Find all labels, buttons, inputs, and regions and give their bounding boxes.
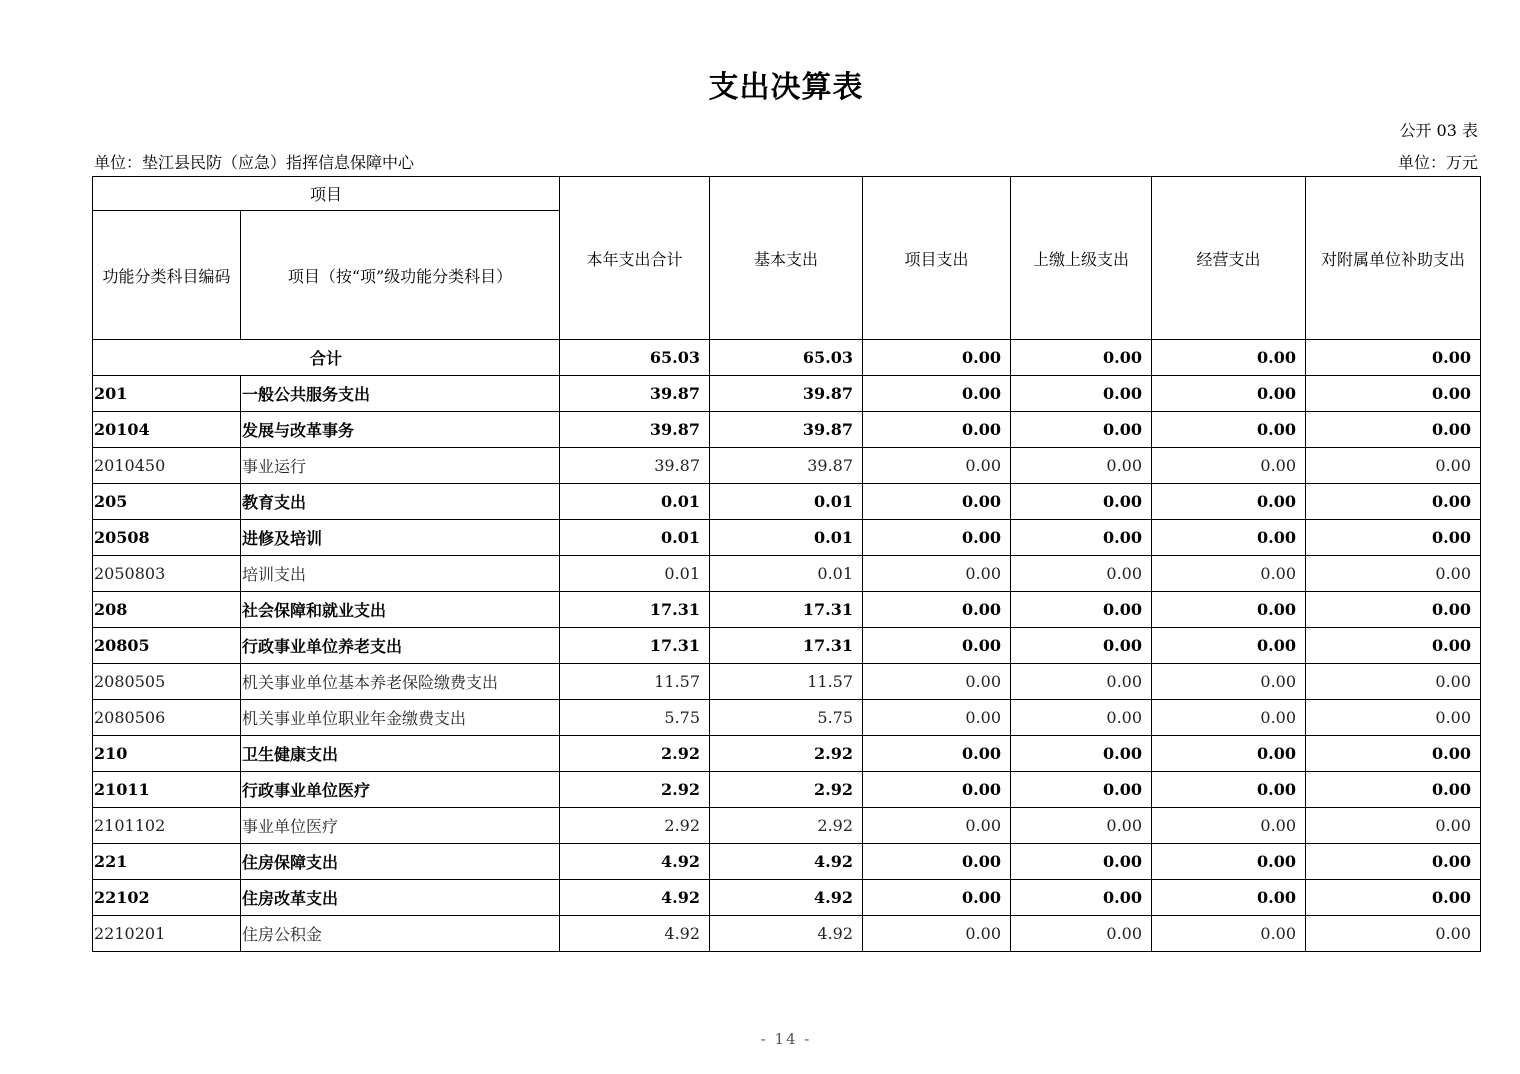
table-row: [93, 808, 1481, 844]
cell-total: 2.92: [560, 736, 710, 772]
cell-code: 20508: [93, 520, 241, 556]
cell-business: 0.00: [1152, 808, 1306, 844]
cell-total: 17.31: [560, 628, 710, 664]
cell-subsidy: 0.00: [1306, 880, 1481, 916]
cell-subsidy: 0.00: [1306, 700, 1481, 736]
cell-upper: 0.00: [1011, 880, 1152, 916]
cell-upper: 0.00: [1011, 736, 1152, 772]
cell-code: 20805: [93, 628, 241, 664]
table-row: [93, 700, 1481, 736]
cell-name: 进修及培训: [241, 520, 560, 556]
table-row: [93, 628, 1481, 664]
currency-unit: 单位：万元: [1397, 153, 1478, 172]
cell-code: 2080506: [93, 700, 241, 736]
header-basic: 基本支出: [710, 177, 863, 340]
cell-subsidy: 0.00: [1306, 520, 1481, 556]
header-subsidy: 对附属单位补助支出: [1306, 177, 1481, 340]
cell-total: 39.87: [560, 376, 710, 412]
cell-business: 0.00: [1152, 916, 1306, 952]
cell-project: 0.00: [863, 340, 1011, 376]
cell-code: 20104: [93, 412, 241, 448]
cell-basic: 2.92: [710, 736, 863, 772]
cell-total: 0.01: [560, 556, 710, 592]
cell-upper: 0.00: [1011, 844, 1152, 880]
page-title: 支出决算表: [708, 70, 864, 105]
cell-name: 一般公共服务支出: [241, 376, 560, 412]
cell-subsidy: 0.00: [1306, 844, 1481, 880]
cell-upper: 0.00: [1011, 916, 1152, 952]
cell-subsidy: 0.00: [1306, 412, 1481, 448]
cell-basic: 17.31: [710, 628, 863, 664]
cell-name: 住房改革支出: [241, 880, 560, 916]
cell-basic: 4.92: [710, 916, 863, 952]
expenditure-table: [92, 176, 1481, 952]
cell-project: 0.00: [863, 592, 1011, 628]
table-row: [93, 484, 1481, 520]
cell-name: 机关事业单位基本养老保险缴费支出: [241, 664, 560, 700]
cell-basic: 39.87: [710, 448, 863, 484]
cell-subsidy: 0.00: [1306, 916, 1481, 952]
cell-code: 2101102: [93, 808, 241, 844]
cell-upper: 0.00: [1011, 700, 1152, 736]
cell-basic: 2.92: [710, 808, 863, 844]
cell-upper: 0.00: [1011, 412, 1152, 448]
cell-code: 2050803: [93, 556, 241, 592]
cell-upper: 0.00: [1011, 376, 1152, 412]
cell-subsidy: 0.00: [1306, 808, 1481, 844]
cell-subsidy: 0.00: [1306, 736, 1481, 772]
header-code: 功能分类科目编码: [93, 211, 241, 340]
cell-basic: 39.87: [710, 376, 863, 412]
cell-subsidy: 0.00: [1306, 772, 1481, 808]
cell-code: 2210201: [93, 916, 241, 952]
cell-business: 0.00: [1152, 844, 1306, 880]
cell-code: 21011: [93, 772, 241, 808]
cell-total: 4.92: [560, 880, 710, 916]
cell-upper: 0.00: [1011, 340, 1152, 376]
cell-subsidy: 0.00: [1306, 664, 1481, 700]
cell-upper: 0.00: [1011, 808, 1152, 844]
cell-business: 0.00: [1152, 556, 1306, 592]
cell-subsidy: 0.00: [1306, 556, 1481, 592]
cell-project: 0.00: [863, 484, 1011, 520]
cell-business: 0.00: [1152, 484, 1306, 520]
cell-code: 201: [93, 376, 241, 412]
cell-business: 0.00: [1152, 628, 1306, 664]
table-row: [93, 520, 1481, 556]
cell-code: 210: [93, 736, 241, 772]
cell-upper: 0.00: [1011, 556, 1152, 592]
cell-business: 0.00: [1152, 664, 1306, 700]
table-row: [93, 664, 1481, 700]
cell-project: 0.00: [863, 520, 1011, 556]
cell-basic: 0.01: [710, 484, 863, 520]
cell-total: 11.57: [560, 664, 710, 700]
cell-basic: 11.57: [710, 664, 863, 700]
cell-project: 0.00: [863, 556, 1011, 592]
cell-name: 行政事业单位医疗: [241, 772, 560, 808]
cell-project: 0.00: [863, 700, 1011, 736]
table-row: [93, 412, 1481, 448]
cell-total: 0.01: [560, 520, 710, 556]
cell-code: 208: [93, 592, 241, 628]
cell-name: 事业运行: [241, 448, 560, 484]
table-header: [93, 177, 1481, 340]
cell-upper: 0.00: [1011, 520, 1152, 556]
cell-name: 教育支出: [241, 484, 560, 520]
cell-subsidy: 0.00: [1306, 340, 1481, 376]
table-row: [93, 736, 1481, 772]
cell-project: 0.00: [863, 880, 1011, 916]
header-project: 项目支出: [863, 177, 1011, 340]
cell-upper: 0.00: [1011, 592, 1152, 628]
cell-project: 0.00: [863, 628, 1011, 664]
table-row: [93, 844, 1481, 880]
table-row: [93, 556, 1481, 592]
cell-subsidy: 0.00: [1306, 448, 1481, 484]
cell-total: 2.92: [560, 808, 710, 844]
cell-project: 0.00: [863, 412, 1011, 448]
cell-name: 社会保障和就业支出: [241, 592, 560, 628]
cell-business: 0.00: [1152, 736, 1306, 772]
cell-business: 0.00: [1152, 772, 1306, 808]
table-row: [93, 592, 1481, 628]
cell-total: 65.03: [560, 340, 710, 376]
cell-code: 2010450: [93, 448, 241, 484]
header-business: 经营支出: [1152, 177, 1306, 340]
total-row: [93, 340, 1481, 376]
cell-name: 卫生健康支出: [241, 736, 560, 772]
cell-project: 0.00: [863, 844, 1011, 880]
cell-project: 0.00: [863, 448, 1011, 484]
cell-total: 0.01: [560, 484, 710, 520]
cell-code: 2080505: [93, 664, 241, 700]
cell-code: 205: [93, 484, 241, 520]
cell-project: 0.00: [863, 772, 1011, 808]
header-name: 项目（按“项”级功能分类科目）: [241, 211, 560, 340]
cell-project: 0.00: [863, 916, 1011, 952]
table-row: [93, 448, 1481, 484]
cell-business: 0.00: [1152, 340, 1306, 376]
cell-subsidy: 0.00: [1306, 592, 1481, 628]
header-total: 本年支出合计: [560, 177, 710, 340]
header-project-group: 项目: [93, 177, 560, 211]
cell-business: 0.00: [1152, 700, 1306, 736]
cell-name: 培训支出: [241, 556, 560, 592]
cell-code: 22102: [93, 880, 241, 916]
cell-code: 221: [93, 844, 241, 880]
cell-project: 0.00: [863, 376, 1011, 412]
cell-total: 39.87: [560, 412, 710, 448]
cell-subsidy: 0.00: [1306, 628, 1481, 664]
cell-business: 0.00: [1152, 412, 1306, 448]
cell-basic: 39.87: [710, 412, 863, 448]
cell-total: 4.92: [560, 844, 710, 880]
cell-basic: 0.01: [710, 556, 863, 592]
cell-upper: 0.00: [1011, 772, 1152, 808]
cell-subsidy: 0.00: [1306, 484, 1481, 520]
table-row: [93, 916, 1481, 952]
page-number: - 14 -: [760, 1030, 812, 1048]
cell-basic: 2.92: [710, 772, 863, 808]
cell-business: 0.00: [1152, 520, 1306, 556]
cell-business: 0.00: [1152, 376, 1306, 412]
form-code: 公开 03 表: [1399, 121, 1478, 140]
cell-project: 0.00: [863, 736, 1011, 772]
cell-upper: 0.00: [1011, 484, 1152, 520]
table-row: [93, 772, 1481, 808]
cell-name: 行政事业单位养老支出: [241, 628, 560, 664]
reporting-unit: 单位：垫江县民防（应急）指挥信息保障中心: [94, 153, 415, 172]
cell-total: 4.92: [560, 916, 710, 952]
cell-project: 0.00: [863, 808, 1011, 844]
cell-basic: 65.03: [710, 340, 863, 376]
table-row: [93, 880, 1481, 916]
cell-total: 5.75: [560, 700, 710, 736]
cell-basic: 17.31: [710, 592, 863, 628]
table-body: [93, 340, 1481, 952]
cell-name: 住房公积金: [241, 916, 560, 952]
cell-name: 住房保障支出: [241, 844, 560, 880]
cell-basic: 4.92: [710, 844, 863, 880]
cell-basic: 5.75: [710, 700, 863, 736]
cell-basic: 4.92: [710, 880, 863, 916]
table-row: [93, 376, 1481, 412]
cell-name: 发展与改革事务: [241, 412, 560, 448]
cell-upper: 0.00: [1011, 628, 1152, 664]
cell-business: 0.00: [1152, 592, 1306, 628]
cell-basic: 0.01: [710, 520, 863, 556]
cell-business: 0.00: [1152, 880, 1306, 916]
cell-subsidy: 0.00: [1306, 376, 1481, 412]
cell-name: 事业单位医疗: [241, 808, 560, 844]
cell-total: 39.87: [560, 448, 710, 484]
cell-upper: 0.00: [1011, 664, 1152, 700]
cell-total: 17.31: [560, 592, 710, 628]
cell-name: 机关事业单位职业年金缴费支出: [241, 700, 560, 736]
cell-project: 0.00: [863, 664, 1011, 700]
cell-upper: 0.00: [1011, 448, 1152, 484]
total-label: 合计: [93, 340, 560, 376]
cell-total: 2.92: [560, 772, 710, 808]
cell-business: 0.00: [1152, 448, 1306, 484]
header-upper: 上缴上级支出: [1011, 177, 1152, 340]
